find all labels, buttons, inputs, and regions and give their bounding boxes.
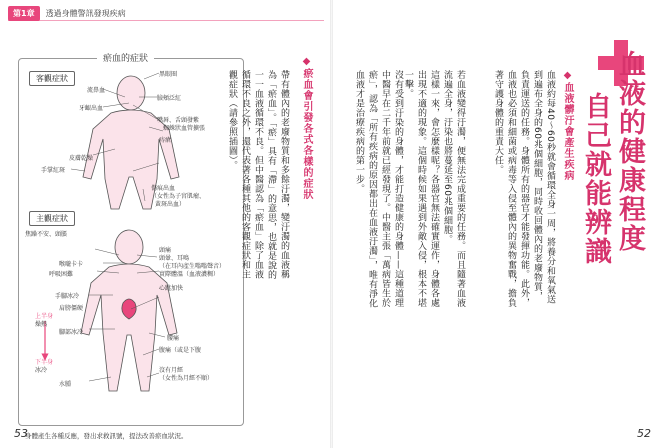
page-number-right: 52 (637, 427, 651, 440)
section2-body: 帶有體內的老廢物質和多餘汙濁，變汙濁的血液稱為「瘀血」。「瘀」具有「滯」的意思，也就是說的一一血液循環不良。但中醫認為「瘀血」除了血液循環不良之外，還代表著各種其他的客觀症狀和主觀症狀（請參照插圖）。 (227, 70, 289, 280)
label-purple-lips: 嘴唇、舌頭發紫 (157, 117, 200, 124)
label-hemorrhoids: 痔瘡 (159, 137, 172, 144)
title-line-1: 自己就能辨識 (580, 92, 611, 266)
label-lower-body: 下半身 (35, 359, 54, 366)
diagram-title: 瘀血的症狀 (97, 51, 154, 64)
label-body-temp: 實際體溫（血液濃稠） (159, 271, 220, 278)
label-dark-circles: 黑眼圈 (159, 71, 178, 78)
label-uterine-fibroids: （女性為子宮肌瘤、 (151, 193, 206, 200)
label-flushed-cheeks: 臉頰泛紅 (157, 95, 182, 102)
section1-paragraph-3: 這樣一來，會怎麼樣呢？各器官無法確實運作，身體各處出現不適的現象。這個時候如果遇到外敵入侵，根本不堪一擊。 (403, 70, 439, 308)
section2-heading: ◆瘀血會引發各式各樣的症狀 (301, 56, 312, 200)
label-ear-buzzing: （在耳內產生嗡嗡聲音） (159, 263, 226, 270)
title-line-2: 血液的健康程度 (614, 50, 645, 253)
section1-paragraph-2: 若血液變得汙濁，便無法完成重要的任務。而且隨著血液流遍全身，汙染也將蔓延至60兆個細胞。 (442, 70, 465, 308)
label-abdominal-pain: 腹痛（或是下腹 (159, 347, 202, 354)
label-palpitations: 心跳加快 (159, 285, 184, 292)
label-dry-skin: 皮膚乾燥 (69, 155, 94, 162)
label-back-pain: 腰痛 (167, 335, 180, 342)
chapter-badge: 第1章 (8, 6, 40, 21)
page-number-left: 53 (14, 427, 28, 440)
right-page (332, 0, 663, 448)
label-nosebleed: 流鼻血 (87, 87, 106, 94)
label-irritability: 焦躁不安、頭脹 (25, 231, 68, 238)
label-cold-lower: 冰冷 (35, 367, 48, 374)
label-palmar-erythema: 手掌紅斑 (41, 167, 66, 174)
running-header-title: 透過身體警訊發現疾病 (45, 9, 126, 18)
label-cold-hands: 手腳冰冷 (55, 293, 80, 300)
label-macular-bleeding: 黃斑出血） (155, 201, 186, 208)
label-spider-veins: 蜘蛛狀血管擴張 (163, 125, 206, 132)
label-edema: 水腫 (59, 381, 72, 388)
running-header (8, 6, 126, 21)
subjective-symptoms-tag: 主觀症狀 (29, 211, 75, 226)
body-illustrations (19, 59, 243, 425)
label-hot-flush: 燥熱 (35, 321, 48, 328)
label-throat: 喉嚨卡卡 (59, 261, 84, 268)
label-cold-feet: 腳部冰冷 (59, 329, 84, 336)
section1-heading: ◆血液髒汙會產生疾病 (562, 70, 573, 181)
objective-symptoms-tag: 客觀症狀 (29, 71, 75, 86)
label-stiff-shoulders: 肩膀僵硬 (59, 305, 84, 312)
section1-paragraph-1: 血液約每40～60秒就會循環全身一周，將養分和氧氣送到遍布全身的60兆個細胞，同時收回體內的老廢物質，負責運送的任務。身體所有的器官才能發揮功能。此外，血液也必須和細菌或病毒等入侵至體內的異物奮戰，擔負著守護身體的重責大任。 (493, 70, 555, 308)
label-headache: 頭痛 (159, 247, 172, 254)
label-upper-body: 上半身 (35, 313, 54, 320)
label-no-period: 沒有月經 (159, 367, 184, 374)
label-dizziness: 頭暈、耳鳴 (159, 255, 190, 262)
label-gum-bleeding: 牙齦出血 (79, 105, 104, 112)
label-breathing: 呼吸困難 (49, 271, 74, 278)
label-irregular-period: （女性為月經不順） (159, 375, 214, 382)
section1-paragraph-4: 沒有受到汙染的身體，才能打造健康的身體——這種道理中醫早在二千年前就已經發現了。中醫主張「萬病皆生於瘀」，認為「所有疾病的原因都出在血液汙濁」，唯有淨化血液才是治療疾病的第一步。 (354, 70, 403, 308)
label-wound-bleeding: 傷痕出血 (151, 185, 176, 192)
header-rule (8, 20, 324, 21)
diagram-caption: 身體產生各種反應，發出求救訊號，提法改善瘀血狀況。 (25, 432, 188, 440)
